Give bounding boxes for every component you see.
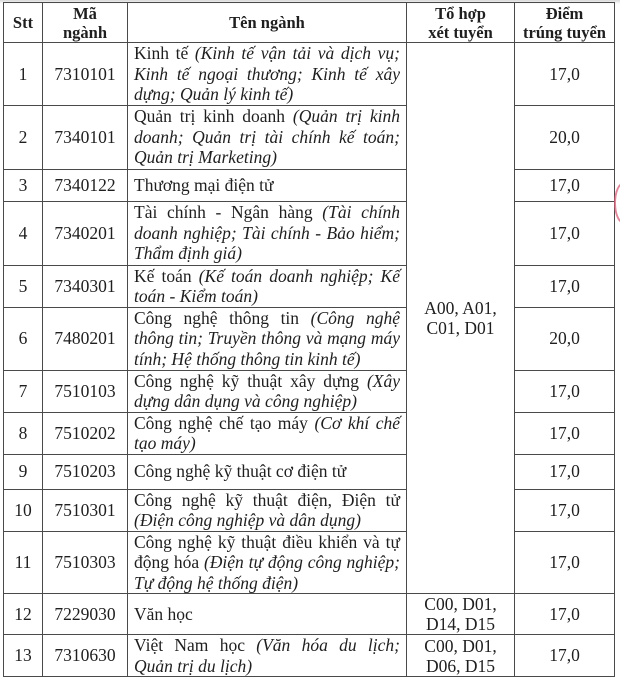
major-detail: (Điện công nghiệp và dân dụng) — [134, 510, 361, 530]
major-name: Công nghệ kỹ thuật điều khiển và tự động hóa — [134, 531, 400, 572]
major-detail: (Kinh tế vận tải và dịch vụ; Kinh tế ngoại thương; Kinh tế xây dựng; Quản lý kinh tế) — [134, 43, 400, 104]
row-score: 17,0 — [515, 412, 615, 454]
header-stt-label: Stt — [12, 13, 34, 32]
major-name: Văn học — [134, 603, 193, 624]
major-detail: (Công nghệ thông tin; Truyền thông và mạng máy tính; Hệ thống thông tin kinh tế) — [134, 307, 400, 369]
row-name — [128, 594, 407, 635]
table-row — [4, 307, 615, 370]
combo-line2: D14, D15 — [425, 614, 496, 634]
row-name — [128, 105, 407, 169]
row-score: 17,0 — [515, 43, 615, 106]
row-score: 17,0 — [515, 531, 615, 594]
row-stt: 11 — [4, 531, 43, 594]
major-detail: (Xây dựng dân dụng và công nghiệp) — [134, 370, 400, 411]
row-stt: 13 — [4, 635, 43, 677]
row-score: 17,0 — [515, 265, 615, 307]
row-code: 7340122 — [43, 169, 128, 201]
row-score: 17,0 — [515, 594, 615, 635]
row-code: 7480201 — [43, 307, 128, 370]
row-score: 17,0 — [515, 169, 615, 201]
row-name — [128, 489, 407, 531]
table-row — [4, 489, 615, 531]
row-score: 17,0 — [515, 635, 615, 677]
row-stt: 4 — [4, 201, 43, 265]
row-stt: 6 — [4, 307, 43, 370]
header-combo — [407, 3, 515, 43]
combo-line1: C00, D01, — [424, 594, 497, 614]
header-score — [515, 3, 615, 43]
major-name: Kinh tế — [134, 43, 189, 63]
major-detail: (Cơ khí chế tạo máy) — [134, 412, 401, 453]
row-stt: 10 — [4, 489, 43, 531]
table-row — [4, 594, 615, 635]
row-stt: 8 — [4, 412, 43, 454]
major-detail: (Điện tự động công nghiệp; Tự động hệ thống điện) — [134, 552, 401, 593]
table-row — [4, 370, 615, 412]
table-row — [4, 454, 615, 489]
combo-line1: C00, D01, — [424, 635, 497, 656]
major-name: Công nghệ thông tin — [134, 307, 300, 328]
row-stt: 12 — [4, 594, 43, 635]
row-code: 7340101 — [43, 105, 128, 169]
major-detail: (Kế toán doanh nghiệp; Kế toán - Kiểm toán) — [134, 265, 400, 306]
header-name-label: Tên ngành — [229, 13, 305, 32]
table-row — [4, 635, 615, 677]
row-name — [128, 454, 407, 489]
row-code: 7310101 — [43, 43, 128, 106]
combo-line1: A00, A01, — [424, 298, 497, 318]
row-score: 17,0 — [515, 201, 615, 265]
row-stt: 7 — [4, 370, 43, 412]
row-name — [128, 412, 407, 454]
table-row — [4, 265, 615, 307]
row-score: 20,0 — [515, 105, 615, 169]
admission-scores-table — [3, 2, 615, 677]
row-name — [128, 169, 407, 201]
row-code: 7510303 — [43, 531, 128, 594]
table-row — [4, 412, 615, 454]
row-combo — [407, 635, 515, 677]
row-name — [128, 265, 407, 307]
header-score-line1: Điểm — [545, 3, 584, 23]
row-score: 20,0 — [515, 307, 615, 370]
row-code: 7510203 — [43, 454, 128, 489]
header-stt — [4, 3, 43, 43]
major-name: Quản trị kinh doanh — [134, 106, 285, 127]
row-code: 7310630 — [43, 635, 128, 677]
row-name — [128, 370, 407, 412]
row-stt: 2 — [4, 105, 43, 169]
major-detail: (Văn hóa du lịch; Quản trị du lịch) — [134, 635, 400, 676]
major-name: Kế toán — [134, 265, 192, 286]
row-combo — [407, 594, 515, 635]
combo-line2: D06, D15 — [425, 655, 496, 676]
row-name — [128, 201, 407, 265]
header-code — [43, 3, 128, 43]
header-name — [128, 3, 407, 43]
header-score-line2: trúng tuyển — [523, 22, 606, 42]
major-name: Thương mại điện tử — [134, 174, 274, 195]
major-name: Công nghệ kỹ thuật cơ điện tử — [134, 461, 347, 482]
row-stt: 3 — [4, 169, 43, 201]
row-score: 17,0 — [515, 454, 615, 489]
row-code: 7229030 — [43, 594, 128, 635]
row-stt: 1 — [4, 43, 43, 106]
row-name — [128, 635, 407, 677]
major-detail: (Quản trị kinh doanh; Quản trị tài chính kế toán; Quản trị Marketing) — [134, 106, 401, 168]
row-score: 17,0 — [515, 370, 615, 412]
major-name: Việt Nam học — [134, 635, 245, 655]
header-code-line1: Mã — [73, 3, 97, 23]
header-combo-line2: xét tuyển — [428, 22, 493, 42]
table-row — [4, 43, 615, 106]
major-name: Công nghệ kỹ thuật điện, Điện tử — [134, 489, 400, 510]
combo-merged-cell — [407, 43, 515, 594]
row-code: 7340201 — [43, 201, 128, 265]
major-detail: (Tài chính doanh nghiệp; Tài chính - Bảo hiểm; Thẩm định giá) — [134, 202, 400, 264]
major-name: Công nghệ kỹ thuật xây dựng — [134, 370, 360, 391]
table-row — [4, 201, 615, 265]
row-code: 7510103 — [43, 370, 128, 412]
row-score: 17,0 — [515, 489, 615, 531]
table-row — [4, 169, 615, 201]
row-name — [128, 43, 407, 106]
table-row — [4, 531, 615, 594]
row-name — [128, 307, 407, 370]
row-code: 7510301 — [43, 489, 128, 531]
table-row — [4, 105, 615, 169]
combo-line2: C01, D01 — [426, 318, 495, 338]
major-name: Tài chính - Ngân hàng — [134, 202, 313, 223]
row-stt: 9 — [4, 454, 43, 489]
header-row — [4, 3, 615, 43]
row-code: 7340301 — [43, 265, 128, 307]
row-code: 7510202 — [43, 412, 128, 454]
header-code-line2: ngành — [62, 22, 108, 42]
header-combo-line1: Tổ hợp — [435, 3, 486, 23]
row-stt: 5 — [4, 265, 43, 307]
row-name — [128, 531, 407, 594]
major-name: Công nghệ chế tạo máy — [134, 412, 308, 433]
